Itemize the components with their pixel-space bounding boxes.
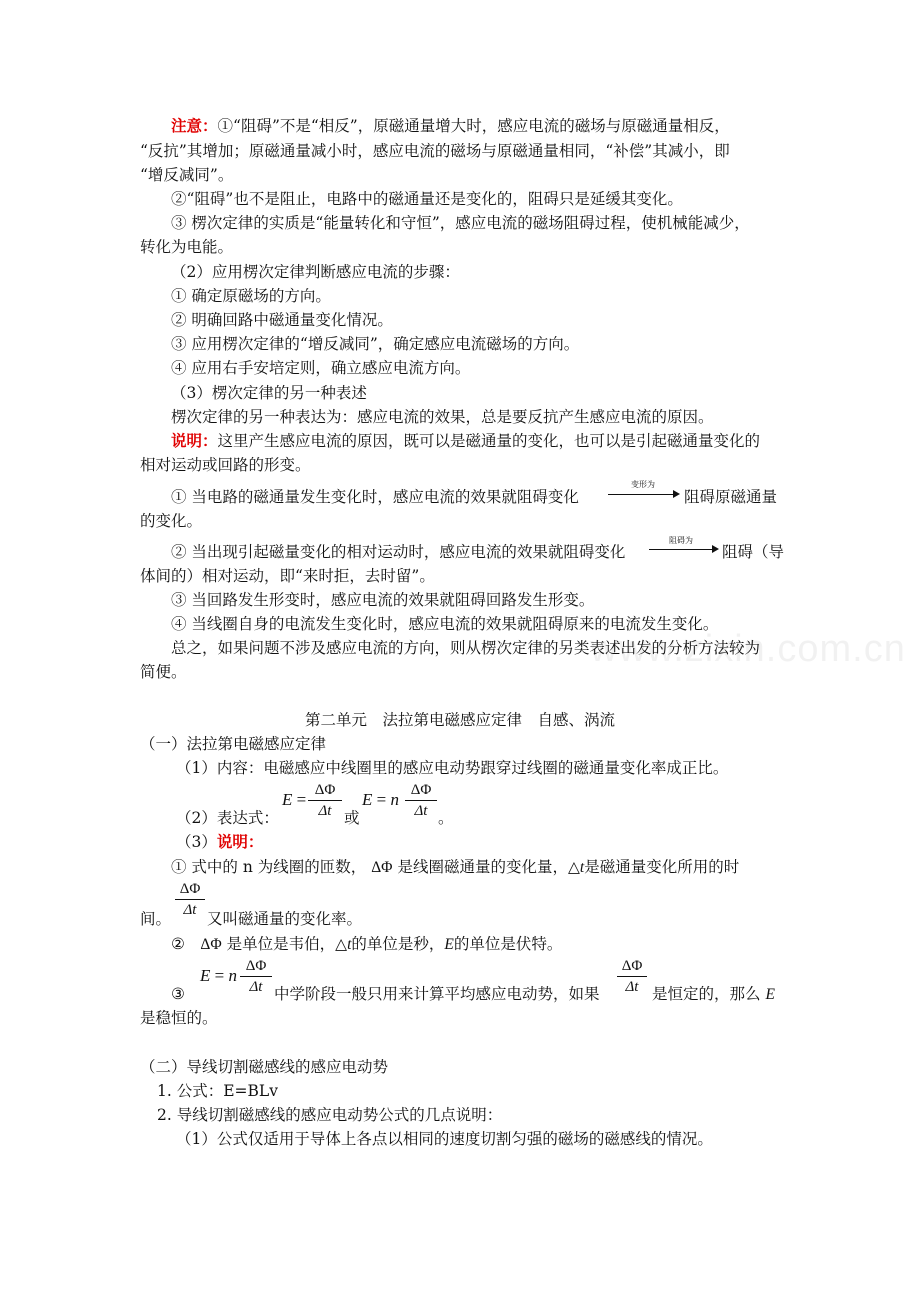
explain-label-2: 说明： — [216, 832, 264, 851]
arrow-icon — [608, 494, 678, 495]
formula-2-fraction: ΔΦ Δt — [405, 781, 437, 820]
explain-line-2: 相对运动或回路的形变。 — [140, 456, 311, 474]
formula-2-lhs: E = n — [362, 790, 399, 809]
rate-fraction: ΔΦ Δt — [175, 880, 205, 919]
effect-1-line-2: 的变化。 — [140, 512, 203, 530]
summary-line-1: 总之，如果问题不涉及感应电流的方向，则从楞次定律的另类表述出发的分析方法较为 — [171, 639, 761, 657]
note-3-line-2: 转化为电能。 — [140, 238, 234, 256]
note-text-1: ①“阻碍”不是“相反”，原磁通量增大时，感应电流的磁场与原磁通量相反， — [217, 117, 730, 135]
note-2: ②“阻碍”也不是阻止，电路中的磁通量还是变化的，阻碍只是延缓其变化。 — [171, 190, 683, 208]
explain-label: 说明： — [171, 431, 218, 450]
effect-2-text: ② 当出现引起磁量变化的相对运动时，感应电流的效果就阻碍变化 — [171, 543, 626, 561]
section-3-item-2-1: （1）公式仅适用于导体上各点以相同的速度切割匀强的磁场的磁感线的情况。 — [176, 1130, 713, 1148]
effect-1-arrow-label: 变形为 — [631, 480, 655, 489]
step-1: ① 确定原磁场的方向。 — [171, 287, 331, 305]
note-3-line-1: ③ 楞次定律的实质是“能量转化和守恒”，感应电流的磁场阻碍过程，使机械能减少， — [171, 214, 750, 232]
point-1-line-2b: 又叫磁通量的变化率。 — [207, 910, 363, 928]
explain-heading: （3）说明： — [176, 832, 264, 851]
point-3-line-2: 是稳恒的。 — [140, 1009, 218, 1027]
explain-line-1 — [171, 431, 760, 451]
note-line-2: “反抗”其增加；原磁通量减小时，感应电流的磁场与原磁通量相同，“补偿”其减小，即 — [140, 142, 730, 160]
formula-3-fraction: ΔΦ Δt — [240, 957, 272, 996]
section-3-item-1: 1. 公式：E=BLv — [157, 1082, 278, 1100]
formula-period: 。 — [438, 809, 454, 827]
step-4: ④ 应用右手安培定则，确立感应电流方向。 — [171, 359, 471, 377]
law-content: （1）内容：电磁感应中线圈里的感应电动势跟穿过线圈的磁通量变化率成正比。 — [176, 759, 729, 777]
effect-2-result: 阻碍（导 — [722, 543, 785, 561]
explain-text-1: 这里产生感应电流的原因，既可以是磁通量的变化，也可以是引起磁通量变化的 — [217, 432, 761, 450]
effect-2-line-2: 体间的）相对运动，即“来时拒，去时留”。 — [140, 567, 435, 585]
summary-line-2: 简便。 — [140, 663, 187, 681]
formula-3-lhs: E = n — [200, 966, 237, 985]
effect-2-arrow-label: 阻碍为 — [669, 536, 693, 545]
effect-1-text: ① 当电路的磁通量发生变化时，感应电流的效果就阻碍变化 — [171, 488, 579, 506]
section-3-item-2: 2. 导线切割磁感线的感应电动势公式的几点说明： — [157, 1106, 503, 1124]
law-title: （一）法拉第电磁感应定律 — [140, 735, 327, 753]
note-line-3: “增反减同”。 — [140, 166, 234, 184]
point-1-line-1: ① 式中的 n 为线圈的匝数， ΔΦ 是线圈磁通量的变化量，△t是磁通量变化所用的时 — [171, 858, 740, 876]
alt-title: （3）楞次定律的另一种表述 — [171, 384, 367, 402]
or-text: 或 — [344, 809, 360, 827]
note-line-1 — [171, 116, 730, 136]
formula-1-fraction: ΔΦ Δt — [308, 781, 342, 820]
expression-label: （2）表达式： — [176, 809, 279, 827]
formula-1-lhs: E = — [282, 790, 307, 809]
point-3-text: 中学阶段一般只用来计算平均感应电动势，如果 — [274, 985, 600, 1003]
step-3: ③ 应用楞次定律的“增反减同”，确定感应电流磁场的方向。 — [171, 335, 580, 353]
step-2: ② 明确回路中磁通量变化情况。 — [171, 311, 393, 329]
section-3-title: （二）导线切割磁感线的感应电动势 — [140, 1058, 389, 1076]
effect-4: ④ 当线圈自身的电流发生变化时，感应电流的效果就阻碍原来的电流发生变化。 — [171, 615, 719, 633]
alt-text: 楞次定律的另一种表达为：感应电流的效果，总是要反抗产生感应电流的原因。 — [171, 408, 714, 426]
effect-3: ③ 当回路发生形变时，感应电流的效果就阻碍回路发生形变。 — [171, 591, 595, 609]
point-3-tail: 是恒定的，那么 E — [652, 985, 775, 1003]
note-label: 注意： — [171, 116, 218, 135]
point-2: ② ΔΦ 是单位是韦伯，△t的单位是秒，E的单位是伏特。 — [171, 935, 563, 953]
watermark: www.zixin.com.cn — [590, 628, 906, 670]
steps-title: （2）应用楞次定律判断感应电流的步骤： — [171, 263, 460, 281]
arrow-icon — [649, 549, 717, 550]
point-3-marker: ③ — [171, 985, 185, 1003]
effect-1-result: 阻碍原磁通量 — [684, 488, 778, 506]
point-1-line-2a: 间。 — [140, 910, 172, 928]
formula-4-fraction: ΔΦ Δt — [617, 957, 647, 996]
unit-title: 第二单元 法拉第电磁感应定律 自感、涡流 — [304, 711, 615, 729]
